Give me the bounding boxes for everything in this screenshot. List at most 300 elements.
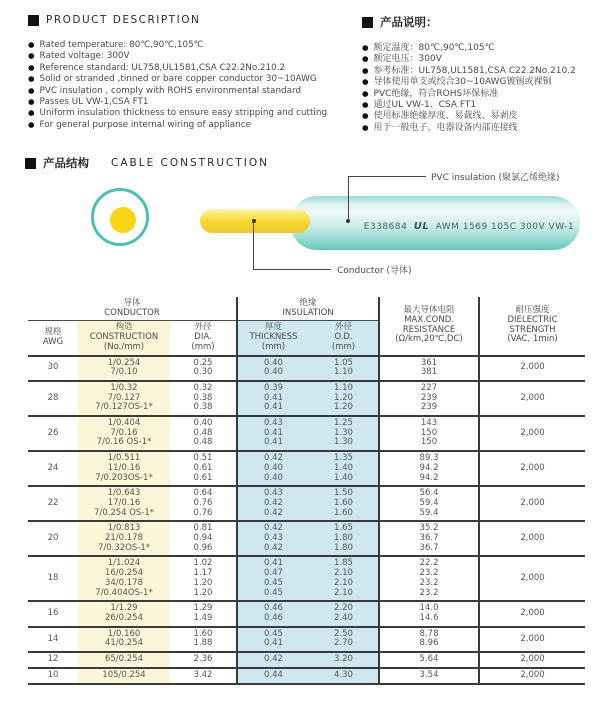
bullet-icon: ● <box>28 85 35 95</box>
section-square-icon <box>362 17 373 28</box>
od-value: 1.40 <box>334 462 353 473</box>
cable-construction-header <box>25 155 269 171</box>
thickness-cell <box>237 627 309 652</box>
construction-value: 17/0.16 <box>107 497 141 508</box>
thickness-cell <box>237 556 309 601</box>
construction-value: 1/1.024 <box>107 558 141 569</box>
dielectric-value: 2,000 <box>520 392 545 403</box>
resistance-value: 150 <box>420 437 438 448</box>
od-value: 1.35 <box>334 453 353 464</box>
thickness-cell <box>237 486 309 521</box>
thickness-value: 0.44 <box>264 669 283 680</box>
dielectric-cell <box>479 486 585 521</box>
awg-cell <box>28 627 78 652</box>
pvc-callout-line-vertical <box>348 176 349 221</box>
dia-value: 0.61 <box>193 462 213 473</box>
construction-cell <box>78 521 170 556</box>
bullet-item <box>28 120 353 131</box>
thickness-cell <box>237 668 309 684</box>
awg-cell <box>28 381 78 416</box>
thickness-cell <box>237 601 309 626</box>
spec-row <box>28 356 585 381</box>
od-value: 2.20 <box>334 603 353 614</box>
construction-cell <box>78 486 170 521</box>
awg-value: 18 <box>47 573 59 584</box>
dia-value: 1.49 <box>193 612 213 623</box>
awg-value: 22 <box>47 497 59 508</box>
dia-value: 0.40 <box>193 418 213 429</box>
dielectric-cell <box>479 451 585 486</box>
dielectric-value: 2,000 <box>520 497 545 508</box>
thickness-value: 0.41 <box>264 402 283 413</box>
awg-value: 14 <box>47 633 59 644</box>
construction-value: 21/0.178 <box>104 533 143 544</box>
od-value: 1.60 <box>334 497 353 508</box>
thickness-value: 0.40 <box>264 367 283 378</box>
resistance-cell <box>379 381 479 416</box>
od-cell <box>309 556 379 601</box>
bullet-text: 使用标准绝缘厚度、易裁线、易剥皮 <box>373 111 518 122</box>
construction-value: 7/0.16 <box>110 427 138 438</box>
bullet-text: 额定电压：300V <box>373 54 442 65</box>
dia-cell <box>170 601 237 626</box>
construction-cell <box>78 556 170 601</box>
spec-row <box>28 451 585 486</box>
bullet-item <box>28 86 353 97</box>
resistance-value: 36.7 <box>419 542 439 553</box>
resistance-value: 239 <box>420 392 438 403</box>
dielectric-column-header: 耐压强度 DIELECTRIC STRENGTH (VAC, 1min) <box>479 297 585 356</box>
bullet-item <box>362 51 603 65</box>
awg-cell <box>28 668 78 684</box>
dia-cell <box>170 486 237 521</box>
dielectric-value: 2,000 <box>520 654 545 665</box>
od-value: 1.40 <box>334 472 353 483</box>
construction-value: 1/0.160 <box>107 628 141 639</box>
od-value: 1.20 <box>334 402 353 413</box>
awg-value: 26 <box>47 427 59 438</box>
bullet-text: 参考标准：UL758,UL1581,CSA C22.2No.210.2 <box>373 65 576 76</box>
conductor-callout-line-horizontal <box>253 269 331 270</box>
resistance-value: 35.2 <box>419 523 439 534</box>
dia-cell <box>170 652 237 668</box>
conductor-core-icon <box>110 207 136 233</box>
bullet-text: 额定温度：80℃,90℃,105℃ <box>373 43 495 53</box>
od-value: 1.10 <box>334 382 353 393</box>
thickness-value: 0.40 <box>264 462 283 473</box>
thickness-value: 0.45 <box>264 628 283 639</box>
od-value: 2.10 <box>334 568 353 579</box>
resistance-value: 22.2 <box>419 558 439 569</box>
bullet-text: For general purpose internal wiring of appliance <box>39 119 251 130</box>
dielectric-value: 2,000 <box>520 608 545 619</box>
construction-value: 7/0.127 <box>107 392 141 403</box>
awg-cell <box>28 556 78 601</box>
cable-construction-title-en: CABLE CONSTRUCTION <box>111 157 270 169</box>
dielectric-value: 2,000 <box>520 669 545 680</box>
thickness-value: 0.42 <box>264 523 283 534</box>
thickness-value: 0.41 <box>264 638 283 649</box>
spec-row <box>28 601 585 626</box>
spec-row <box>28 652 585 668</box>
bullet-icon: ● <box>362 111 369 121</box>
resistance-value: 8.96 <box>419 638 439 649</box>
resistance-value: 239 <box>420 402 438 413</box>
od-value: 1.50 <box>334 488 353 499</box>
od-cell <box>309 627 379 652</box>
dia-value: 0.25 <box>193 357 213 368</box>
thickness-value: 0.42 <box>264 507 283 518</box>
spec-row <box>28 627 585 652</box>
construction-value: 7/0.10 <box>110 367 138 378</box>
resistance-value: 3.54 <box>419 669 439 680</box>
product-description-title: PRODUCT DESCRIPTION <box>46 14 201 26</box>
construction-cell <box>78 652 170 668</box>
dielectric-value: 2,000 <box>520 633 545 644</box>
cable-cross-section <box>91 188 149 246</box>
bullet-icon: ● <box>362 88 369 98</box>
bullet-icon: ● <box>362 99 369 109</box>
cable-print-legend <box>340 221 598 232</box>
bullet-icon: ● <box>362 77 369 87</box>
thickness-column-header: 厚度 THICKNESS (mm) <box>237 321 309 356</box>
pvc-insulation-label: PVC insulation (聚氯乙烯绝缘) <box>431 173 560 183</box>
bullet-icon: ● <box>362 122 369 132</box>
od-cell <box>309 601 379 626</box>
resistance-value: 14.0 <box>419 603 439 614</box>
dia-value: 0.38 <box>193 402 213 413</box>
od-value: 1.85 <box>334 558 353 569</box>
construction-column-header: 构造 CONSTRUCTION (No./mm) <box>78 321 170 356</box>
dielectric-cell <box>479 627 585 652</box>
construction-value: 11/0.16 <box>107 462 141 473</box>
od-cell <box>309 416 379 451</box>
od-value: 2.50 <box>334 628 353 639</box>
dia-value: 0.30 <box>193 367 213 378</box>
awg-cell <box>28 416 78 451</box>
thickness-cell <box>237 356 309 381</box>
bullet-icon: ● <box>28 74 35 84</box>
section-square-icon <box>28 15 39 26</box>
thickness-cell <box>237 451 309 486</box>
dia-value: 0.48 <box>193 437 213 448</box>
awg-value: 12 <box>47 654 59 665</box>
awg-cell <box>28 652 78 668</box>
od-value: 2.10 <box>334 577 353 588</box>
dia-value: 1.60 <box>193 628 213 639</box>
resistance-value: 56.4 <box>419 488 439 499</box>
resistance-value: 143 <box>420 418 438 429</box>
thickness-value: 0.45 <box>264 587 283 598</box>
dia-cell <box>170 356 237 381</box>
resistance-cell <box>379 356 479 381</box>
construction-cell <box>78 416 170 451</box>
spec-row <box>28 381 585 416</box>
dia-value: 1.88 <box>193 638 213 649</box>
dia-value: 0.76 <box>193 507 213 518</box>
resistance-value: 150 <box>420 427 438 438</box>
thickness-value: 0.41 <box>264 437 283 448</box>
od-cell <box>309 521 379 556</box>
resistance-value: 23.2 <box>419 568 439 579</box>
resistance-value: 94.2 <box>419 462 439 473</box>
thickness-value: 0.42 <box>264 497 283 508</box>
bullet-icon: ● <box>28 62 35 72</box>
awg-value: 16 <box>47 608 59 619</box>
dia-cell <box>170 416 237 451</box>
bullet-text: Rated voltage: 300V <box>39 51 130 62</box>
thickness-cell <box>237 381 309 416</box>
resistance-cell <box>379 416 479 451</box>
thickness-value: 0.41 <box>264 392 283 403</box>
thickness-value: 0.42 <box>264 542 283 553</box>
construction-cell <box>78 356 170 381</box>
bullet-item <box>362 108 603 122</box>
thickness-cell <box>237 416 309 451</box>
bullet-item <box>28 108 353 119</box>
construction-value: 1/0.511 <box>107 453 141 464</box>
resistance-value: 59.4 <box>419 507 439 518</box>
bullet-icon: ● <box>28 40 35 49</box>
dia-value: 1.20 <box>193 577 213 588</box>
od-value: 1.60 <box>334 507 353 518</box>
thickness-value: 0.47 <box>264 568 283 579</box>
dia-value: 3.42 <box>193 669 213 680</box>
od-value: 1.65 <box>334 523 353 534</box>
thickness-value: 0.42 <box>264 453 283 464</box>
bullet-text: 通过UL VW-1、CSA FT1 <box>373 99 477 110</box>
construction-value: 1/0.254 <box>107 357 141 368</box>
spec-row <box>28 416 585 451</box>
od-value: 1.10 <box>334 367 353 378</box>
awg-cell <box>28 356 78 381</box>
dielectric-cell <box>479 652 585 668</box>
resistance-cell <box>379 486 479 521</box>
thickness-value: 0.46 <box>264 603 283 614</box>
bullet-item <box>362 120 603 131</box>
resistance-value: 381 <box>420 367 438 378</box>
thickness-value: 0.39 <box>264 382 283 393</box>
construction-cell <box>78 601 170 626</box>
dia-value: 0.32 <box>193 382 213 393</box>
dia-value: 1.17 <box>193 568 213 579</box>
product-description-list <box>28 40 353 131</box>
construction-value: 105/0.254 <box>102 669 146 680</box>
bullet-icon: ● <box>28 51 35 61</box>
bullet-icon: ● <box>362 54 369 64</box>
bullet-icon: ● <box>362 65 369 75</box>
od-value: 2.70 <box>334 638 353 649</box>
od-value: 1.20 <box>334 392 353 403</box>
construction-cell <box>78 668 170 684</box>
bullet-icon: ● <box>362 43 369 52</box>
construction-value: 1/0.32 <box>110 382 138 393</box>
od-cell <box>309 381 379 416</box>
bullet-text: Reference standard: UL758,UL1581,CSA C22.2No.210.2 <box>39 62 286 73</box>
od-value: 1.80 <box>334 533 353 544</box>
dia-cell <box>170 451 237 486</box>
construction-value: 7/0.32OS-1* <box>97 542 150 553</box>
bullet-icon: ● <box>28 96 35 106</box>
construction-cell <box>78 627 170 652</box>
dia-value: 0.51 <box>193 453 213 464</box>
bullet-icon: ● <box>28 108 35 118</box>
construction-value: 41/0.254 <box>104 638 143 649</box>
construction-value: 26/0.254 <box>104 612 143 623</box>
spec-row <box>28 556 585 601</box>
conductor-label: Conductor (导体) <box>337 266 412 276</box>
awg-value: 28 <box>47 392 59 403</box>
thickness-value: 0.40 <box>264 472 283 483</box>
resistance-value: 227 <box>420 382 438 393</box>
dielectric-cell <box>479 416 585 451</box>
dia-column-header: 外径 DIA. (mm) <box>170 321 237 356</box>
resistance-cell <box>379 627 479 652</box>
dielectric-cell <box>479 668 585 684</box>
od-value: 1.25 <box>334 418 353 429</box>
construction-value: 7/0.404OS-1* <box>95 587 153 598</box>
bullet-item <box>28 97 353 108</box>
bullet-text: Passes UL VW-1,CSA FT1 <box>39 96 149 107</box>
thickness-value: 0.45 <box>264 577 283 588</box>
od-value: 3.20 <box>334 654 353 665</box>
construction-value: 1/0.643 <box>107 488 141 499</box>
product-notes-title: 产品说明： <box>380 15 438 29</box>
construction-value: 65/0.254 <box>104 654 143 665</box>
insulation-group-header: 绝缘 INSULATION <box>237 297 379 321</box>
bullet-item <box>362 63 603 74</box>
construction-value: 7/0.16 OS-1* <box>96 437 152 448</box>
bullet-item <box>362 40 603 51</box>
resistance-value: 59.4 <box>419 497 439 508</box>
dia-value: 0.48 <box>193 427 213 438</box>
awg-value: 10 <box>47 669 59 680</box>
conductor-group-header: 导体 CONDUCTOR <box>28 297 237 321</box>
resistance-value: 361 <box>420 357 438 368</box>
bullet-text: PVC绝缘，符合ROHS环保标准 <box>373 88 499 99</box>
od-value: 2.40 <box>334 612 353 623</box>
bullet-text: 用于一般电子、电器设备内部连接线 <box>373 122 518 133</box>
od-cell <box>309 652 379 668</box>
dielectric-value: 2,000 <box>520 462 545 473</box>
construction-value: 1/1.29 <box>110 603 138 614</box>
construction-value: 7/0.254 OS-1* <box>93 507 155 518</box>
construction-value: 34/0.178 <box>104 577 143 588</box>
thickness-value: 0.46 <box>264 612 283 623</box>
awg-cell <box>28 601 78 626</box>
dielectric-value: 2,000 <box>520 573 545 584</box>
resistance-cell <box>379 451 479 486</box>
ul-mark-icon: UL <box>413 221 430 232</box>
dielectric-cell <box>479 381 585 416</box>
bullet-item <box>28 74 353 85</box>
product-notes-header <box>362 14 438 30</box>
dielectric-cell <box>479 601 585 626</box>
bullet-item <box>362 86 603 97</box>
dia-value: 0.38 <box>193 392 213 403</box>
dia-value: 0.94 <box>193 533 213 544</box>
construction-value: 7/0.127OS-1* <box>95 402 153 413</box>
construction-cell <box>78 381 170 416</box>
product-notes-list <box>362 40 603 131</box>
resistance-column-header: 最大导体电阻 MAX.COND. RESISTANCE (Ω/km,20℃,DC) <box>379 297 479 356</box>
resistance-value: 14.6 <box>419 612 439 623</box>
spec-table-body <box>28 356 585 684</box>
od-cell <box>309 668 379 684</box>
thickness-value: 0.40 <box>264 357 283 368</box>
dia-cell <box>170 627 237 652</box>
thickness-value: 0.42 <box>264 654 283 665</box>
conductor-callout-line-vertical <box>253 222 254 269</box>
construction-cell <box>78 451 170 486</box>
dielectric-value: 2,000 <box>520 533 545 544</box>
cable-rating-text: AWM 1569 105C 300V VW-1 <box>435 222 575 232</box>
od-value: 1.30 <box>334 427 353 438</box>
dielectric-cell <box>479 356 585 381</box>
dia-value: 0.64 <box>193 488 213 499</box>
od-value: 1.05 <box>334 357 353 368</box>
resistance-value: 36.7 <box>419 533 439 544</box>
resistance-cell <box>379 556 479 601</box>
dielectric-value: 2,000 <box>520 362 545 373</box>
dia-value: 1.29 <box>193 603 213 614</box>
dia-value: 0.96 <box>193 542 213 553</box>
resistance-value: 8.78 <box>419 628 439 639</box>
od-cell <box>309 356 379 381</box>
spec-row <box>28 486 585 521</box>
cable-construction-title-cn: 产品结构 <box>43 156 89 170</box>
construction-value: 1/0.404 <box>107 418 141 429</box>
bullet-text: Rated temperature: 80℃,90℃,105℃ <box>39 40 204 50</box>
dia-value: 0.61 <box>193 472 213 483</box>
dia-cell <box>170 521 237 556</box>
group-header-row <box>28 297 585 321</box>
ul-file-number: E338684 <box>363 222 408 232</box>
thickness-cell <box>237 521 309 556</box>
awg-value: 30 <box>47 362 59 373</box>
resistance-value: 23.2 <box>419 577 439 588</box>
dia-value: 0.76 <box>193 497 213 508</box>
section-square-icon <box>25 158 36 169</box>
bullet-text: 导体使用单支或绞合30~10AWG镀锡或裸铜 <box>373 77 552 88</box>
awg-value: 24 <box>47 462 59 473</box>
spec-row <box>28 668 585 684</box>
od-value: 1.30 <box>334 437 353 448</box>
resistance-cell <box>379 652 479 668</box>
thickness-value: 0.43 <box>264 418 283 429</box>
awg-cell <box>28 451 78 486</box>
od-column-header: 外径 O.D. (mm) <box>309 321 379 356</box>
spec-row <box>28 521 585 556</box>
bullet-icon: ● <box>28 119 35 129</box>
bullet-item <box>28 51 353 62</box>
resistance-cell <box>379 521 479 556</box>
resistance-cell <box>379 601 479 626</box>
od-value: 4.30 <box>334 669 353 680</box>
awg-column-header: 规格 AWG <box>28 321 78 356</box>
dia-cell <box>170 668 237 684</box>
dia-cell <box>170 556 237 601</box>
construction-value: 1/0.813 <box>107 523 141 534</box>
bullet-item <box>362 97 603 108</box>
thickness-value: 0.41 <box>264 427 283 438</box>
awg-value: 20 <box>47 533 59 544</box>
dia-value: 1.02 <box>193 558 213 569</box>
bullet-item <box>28 63 353 74</box>
bullet-text: PVC insulation , comply with ROHS environmental standard <box>39 85 302 96</box>
dia-value: 1.20 <box>193 587 213 598</box>
construction-value: 16/0.254 <box>104 568 143 579</box>
